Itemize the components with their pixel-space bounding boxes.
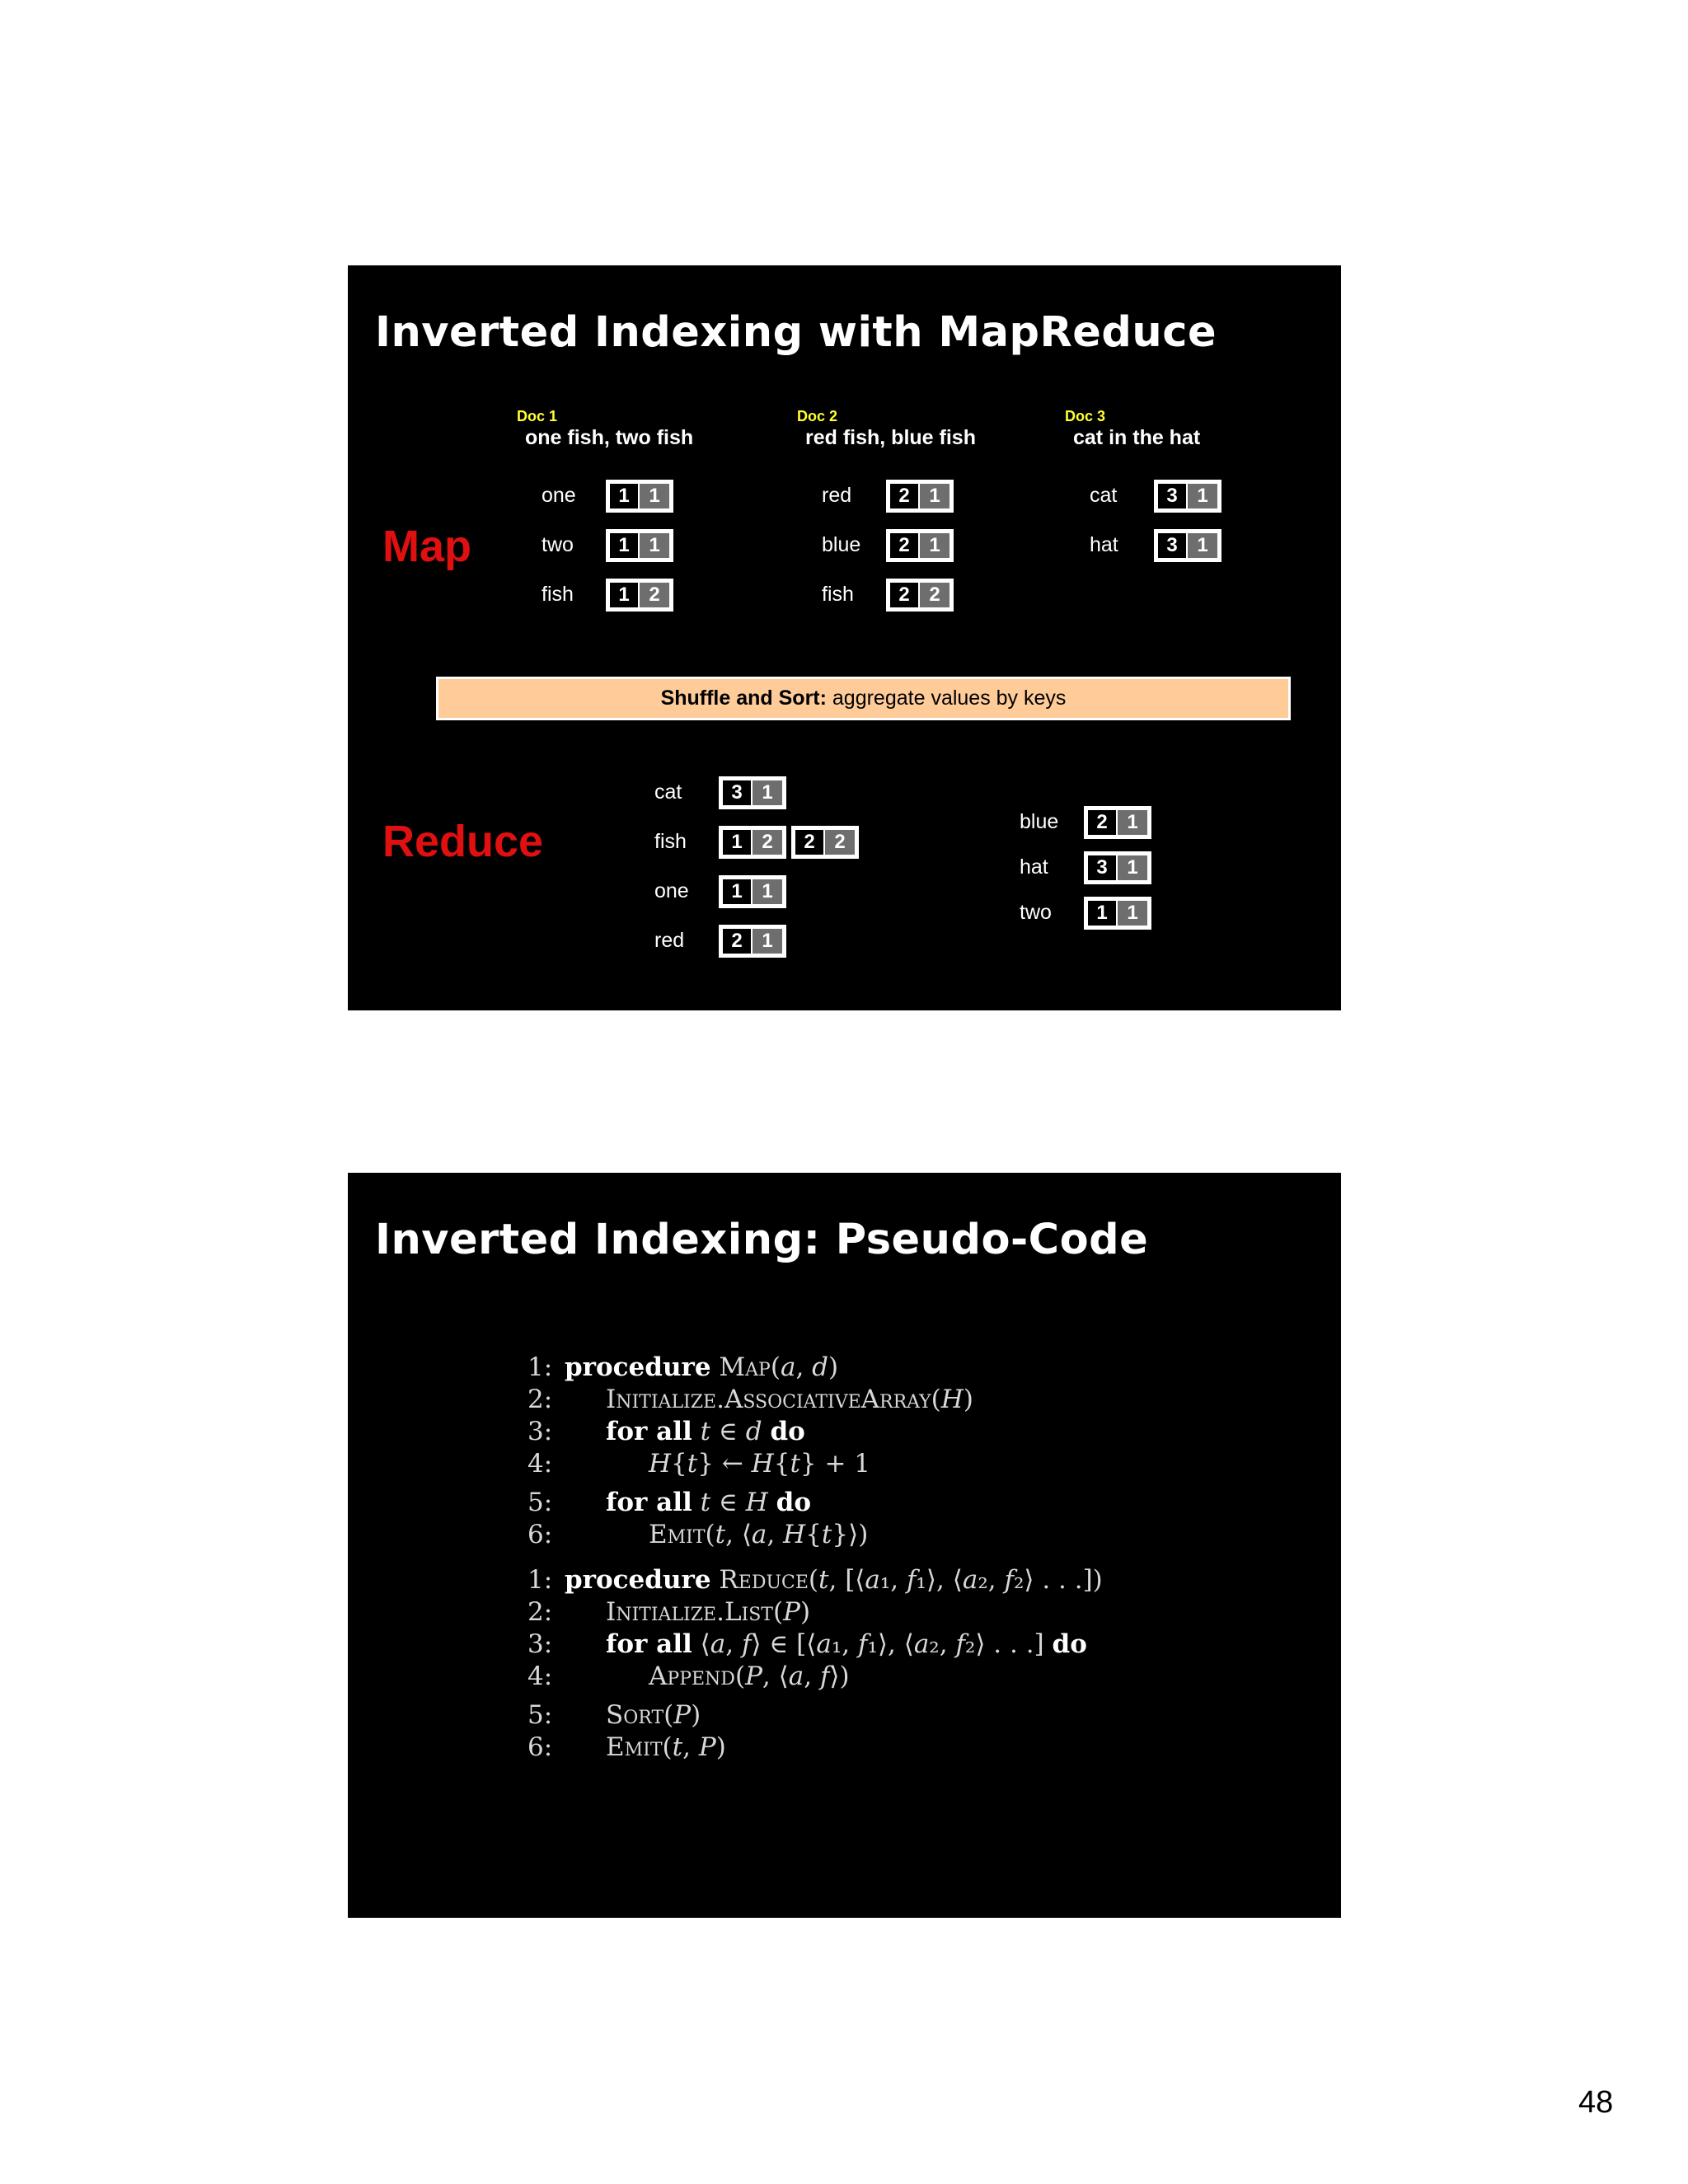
posting-term: red	[822, 484, 852, 507]
posting-term: fish	[654, 830, 687, 853]
posting-term: two	[1020, 901, 1052, 924]
posting-pair	[606, 579, 673, 612]
doc-text: one fish, two fish	[525, 426, 694, 449]
term-frequency-cell: 1	[1118, 808, 1149, 837]
line-number: 2:	[528, 1385, 553, 1414]
line-number: 5:	[528, 1488, 553, 1517]
posting-pair	[886, 529, 954, 562]
posting-list	[719, 826, 859, 859]
shuffle-sort-bar	[436, 677, 1291, 720]
posting-list	[719, 875, 786, 908]
doc-label: Doc 1	[517, 408, 558, 424]
posting-list	[886, 529, 954, 562]
posting-term: blue	[822, 533, 861, 556]
posting-list	[606, 579, 673, 612]
code-line: Append(P, ⟨a, f⟩)	[649, 1661, 850, 1691]
doc-id-cell: 3	[1086, 854, 1118, 882]
doc-id-cell: 2	[794, 828, 825, 856]
posting-term: cat	[1090, 484, 1118, 507]
doc-text: red fish, blue fish	[805, 426, 976, 449]
code-line: procedure Reduce(t, [⟨a₁, f₁⟩, ⟨a₂, f₂⟩ . . .])	[565, 1565, 1103, 1595]
posting-list	[606, 480, 673, 513]
posting-pair	[791, 826, 859, 859]
term-frequency-cell: 1	[753, 878, 784, 906]
term-frequency-cell: 2	[640, 581, 671, 609]
posting-pair	[886, 579, 954, 612]
slide-mapreduce	[348, 265, 1341, 1010]
code-line: Initialize.AssociativeArray(H)	[606, 1385, 973, 1414]
doc-id-cell: 1	[721, 878, 753, 906]
posting-pair	[1154, 480, 1221, 513]
posting-list	[1154, 480, 1221, 513]
line-number: 1:	[528, 1352, 553, 1382]
posting-term: fish	[822, 583, 854, 606]
shuffle-rest: aggregate values by keys	[826, 687, 1067, 710]
line-number: 3:	[528, 1629, 553, 1659]
line-number: 3:	[528, 1417, 553, 1446]
posting-term: fish	[542, 583, 574, 606]
posting-list	[1084, 897, 1151, 930]
posting-list	[719, 776, 786, 809]
code-line: Emit(t, P)	[606, 1732, 726, 1762]
posting-term: cat	[654, 780, 682, 804]
posting-pair	[719, 875, 786, 908]
pseudo-code	[528, 1352, 1269, 1781]
doc-id-cell: 1	[721, 828, 753, 856]
code-line: procedure Map(a, d)	[565, 1352, 839, 1382]
doc-id-cell: 2	[721, 927, 753, 955]
posting-list	[606, 529, 673, 562]
term-frequency-cell: 2	[753, 828, 784, 856]
map-label: Map	[382, 522, 471, 571]
doc-id-cell: 1	[608, 581, 640, 609]
doc-id-cell: 2	[1086, 808, 1118, 837]
doc-id-cell: 1	[608, 532, 640, 560]
posting-term: two	[542, 533, 574, 556]
code-line: H{t} ← H{t} + 1	[649, 1449, 871, 1479]
posting-list	[1084, 851, 1151, 884]
doc-id-cell: 3	[721, 779, 753, 807]
posting-pair	[719, 776, 786, 809]
posting-pair	[719, 925, 786, 958]
posting-list	[1084, 806, 1151, 839]
slide-pseudocode	[348, 1173, 1341, 1918]
doc-id-cell: 2	[889, 482, 920, 510]
posting-pair	[1084, 897, 1151, 930]
posting-pair	[1084, 806, 1151, 839]
term-frequency-cell: 1	[920, 532, 951, 560]
term-frequency-cell: 1	[1118, 899, 1149, 927]
code-line: for all ⟨a, f⟩ ∈ [⟨a₁, f₁⟩, ⟨a₂, f₂⟩ . . .] do	[606, 1629, 1087, 1659]
line-number: 4:	[528, 1449, 553, 1479]
slide-title: Inverted Indexing with MapReduce	[375, 308, 1217, 357]
line-number: 4:	[528, 1661, 553, 1691]
posting-term: blue	[1020, 810, 1059, 833]
posting-list	[719, 925, 786, 958]
page-number: 48	[1578, 2085, 1614, 2120]
posting-list	[1154, 529, 1221, 562]
term-frequency-cell: 1	[1188, 532, 1219, 560]
code-line: Sort(P)	[606, 1700, 701, 1730]
line-number: 5:	[528, 1700, 553, 1730]
posting-pair	[1084, 851, 1151, 884]
posting-list	[886, 480, 954, 513]
posting-term: one	[542, 484, 576, 507]
posting-term: red	[654, 929, 685, 952]
term-frequency-cell: 1	[640, 532, 671, 560]
doc-label: Doc 2	[797, 408, 838, 424]
posting-pair	[606, 529, 673, 562]
line-number: 6:	[528, 1732, 553, 1762]
reduce-label: Reduce	[382, 817, 544, 866]
code-line: for all t ∈ H do	[606, 1488, 812, 1517]
doc-id-cell: 3	[1156, 532, 1188, 560]
term-frequency-cell: 1	[920, 482, 951, 510]
posting-pair	[886, 480, 954, 513]
code-line: for all t ∈ d do	[606, 1417, 805, 1446]
line-number: 2:	[528, 1597, 553, 1627]
posting-term: one	[654, 879, 689, 902]
posting-term: hat	[1020, 855, 1048, 879]
doc-text: cat in the hat	[1073, 426, 1201, 449]
term-frequency-cell: 1	[640, 482, 671, 510]
term-frequency-cell: 1	[753, 779, 784, 807]
posting-pair	[606, 480, 673, 513]
posting-pair	[719, 826, 786, 859]
doc-id-cell: 2	[889, 581, 920, 609]
posting-term: hat	[1090, 533, 1118, 556]
code-line: Emit(t, ⟨a, H{t}⟩)	[649, 1520, 869, 1549]
term-frequency-cell: 1	[753, 927, 784, 955]
slide-title: Inverted Indexing: Pseudo-Code	[375, 1216, 1149, 1264]
term-frequency-cell: 1	[1188, 482, 1219, 510]
code-line: Initialize.List(P)	[606, 1597, 811, 1627]
line-number: 1:	[528, 1565, 553, 1595]
term-frequency-cell: 2	[920, 581, 951, 609]
term-frequency-cell: 1	[1118, 854, 1149, 882]
doc-id-cell: 2	[889, 532, 920, 560]
term-frequency-cell: 2	[825, 828, 856, 856]
doc-id-cell: 1	[1086, 899, 1118, 927]
doc-id-cell: 3	[1156, 482, 1188, 510]
posting-pair	[1154, 529, 1221, 562]
doc-id-cell: 1	[608, 482, 640, 510]
posting-list	[886, 579, 954, 612]
doc-label: Doc 3	[1065, 408, 1106, 424]
shuffle-bold: Shuffle and Sort:	[660, 687, 827, 710]
line-number: 6:	[528, 1520, 553, 1549]
